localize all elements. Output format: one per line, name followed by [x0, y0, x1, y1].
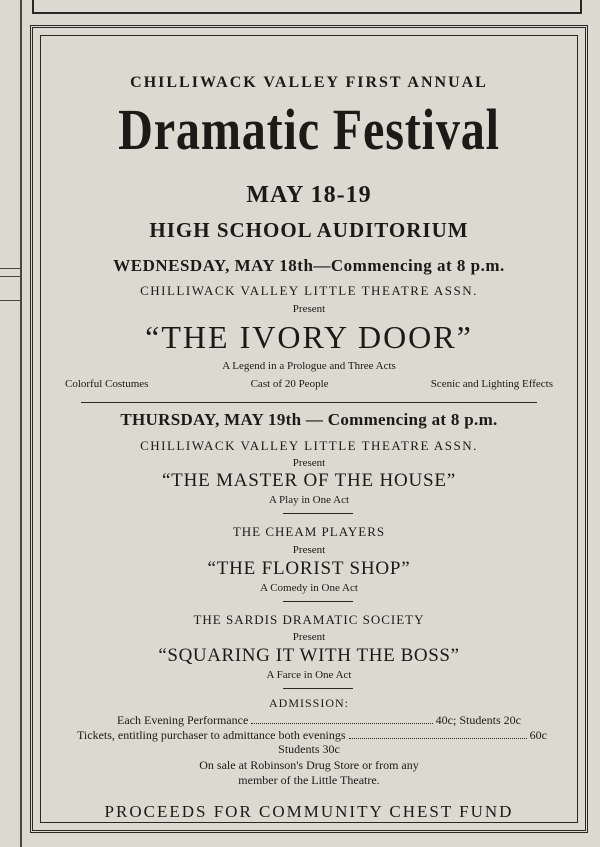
- each-evening-label: Each Evening Performance: [117, 713, 249, 727]
- thursday-play-1-title: “THE MASTER OF THE HOUSE”: [161, 470, 457, 491]
- wednesday-present: Present: [292, 303, 326, 315]
- short-divider: [283, 688, 353, 689]
- festival-venue: HIGH SCHOOL AUDITORIUM: [149, 218, 469, 242]
- leader-dots: [251, 714, 432, 724]
- tickets-price: 60c: [529, 728, 547, 742]
- thursday-play-3-title: “SQUARING IT WITH THE BOSS”: [158, 645, 460, 666]
- tickets-students-price: Students 30c: [278, 742, 340, 756]
- proceeds-line: PROCEEDS FOR COMMUNITY CHEST FUND: [104, 802, 514, 821]
- feature-costumes: Colorful Costumes: [65, 378, 149, 390]
- column-rule: [0, 276, 20, 277]
- short-divider: [283, 513, 353, 514]
- sale-info-line-1: On sale at Robinson's Drug Store or from any: [199, 758, 419, 772]
- leader-dots: [349, 729, 527, 739]
- festival-title: Dramatic Festival: [118, 97, 500, 162]
- feature-cast: Cast of 20 People: [250, 378, 329, 390]
- thursday-present-3: Present: [292, 631, 326, 643]
- column-rule: [0, 300, 20, 301]
- adjacent-ad-border: [32, 0, 582, 14]
- thursday-group-3: THE SARDIS DRAMATIC SOCIETY: [193, 612, 425, 627]
- wednesday-play-title: “THE IVORY DOOR”: [145, 319, 473, 355]
- thursday-play-2-description: A Comedy in One Act: [260, 582, 358, 594]
- each-evening-price: 40c; Students 20c: [435, 713, 521, 727]
- each-evening-price-row: [117, 713, 521, 728]
- admission-heading: ADMISSION:: [268, 696, 349, 710]
- column-rule: [0, 268, 20, 269]
- thursday-heading: THURSDAY, MAY 19th — Commencing at 8 p.m.: [120, 410, 498, 429]
- thursday-group-2: THE CHEAM PLAYERS: [232, 524, 386, 539]
- festival-dates: MAY 18-19: [246, 182, 372, 208]
- adjacent-column: [0, 0, 22, 847]
- wednesday-features: [65, 378, 553, 390]
- thursday-play-3-description: A Farce in One Act: [266, 669, 352, 681]
- thursday-play-2-title: “THE FLORIST SHOP”: [207, 558, 411, 579]
- wednesday-group: CHILLIWACK VALLEY LITTLE THEATRE ASSN.: [140, 283, 478, 298]
- sale-info-line-2: member of the Little Theatre.: [238, 773, 380, 787]
- wednesday-play-description: A Legend in a Prologue and Three Acts: [222, 360, 396, 372]
- tickets-price-row: [77, 728, 547, 743]
- thursday-present-2: Present: [292, 544, 326, 556]
- section-divider: [81, 402, 537, 403]
- short-divider: [283, 601, 353, 602]
- festival-advertisement: [30, 25, 588, 833]
- ad-inner-border: [40, 35, 578, 823]
- intro-line: CHILLIWACK VALLEY FIRST ANNUAL: [130, 74, 488, 91]
- tickets-label: Tickets, entitling purchaser to admittance both evenings: [77, 728, 346, 742]
- thursday-play-1-description: A Play in One Act: [268, 494, 350, 506]
- thursday-present-1: Present: [292, 457, 326, 469]
- thursday-group-1: CHILLIWACK VALLEY LITTLE THEATRE ASSN.: [140, 438, 478, 453]
- wednesday-heading: WEDNESDAY, MAY 18th—Commencing at 8 p.m.: [113, 256, 505, 275]
- feature-effects: Scenic and Lighting Effects: [430, 378, 553, 390]
